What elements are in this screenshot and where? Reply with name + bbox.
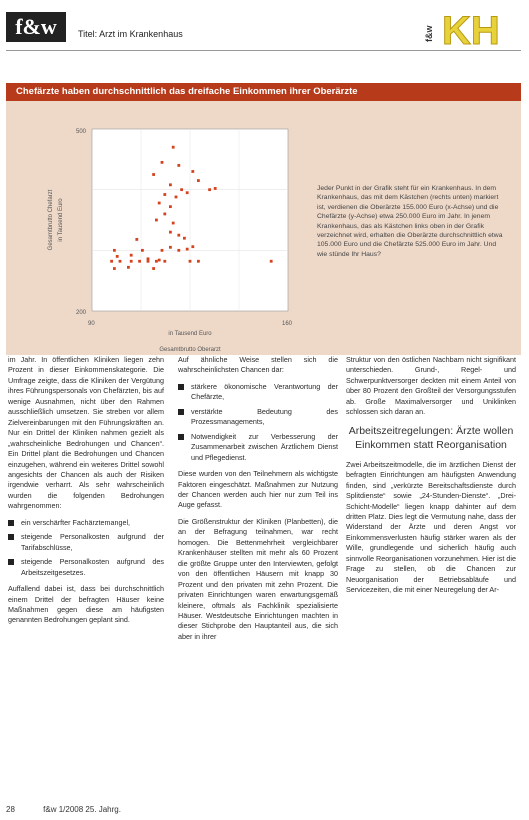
- scatter-point: [152, 173, 155, 176]
- scatter-point: [191, 170, 194, 173]
- scatter-point: [177, 234, 180, 237]
- page-footer: [6, 805, 147, 814]
- scatter-point: [158, 259, 161, 262]
- scatter-point: [189, 260, 192, 263]
- scatter-point: [186, 248, 189, 251]
- bullet-square-icon: [8, 534, 14, 540]
- scatter-point: [169, 183, 172, 186]
- scatter-point: [147, 260, 150, 263]
- chart-panel: [6, 101, 521, 355]
- scatter-point: [161, 249, 164, 252]
- issue-info: f&w 1/2008 25. Jahrg.: [43, 805, 121, 814]
- scatter-point: [113, 267, 116, 270]
- header-rule: [6, 50, 521, 51]
- bullet-square-icon: [178, 434, 184, 440]
- scatter-point: [186, 191, 189, 194]
- scatter-point: [155, 219, 158, 222]
- scatter-point: [163, 260, 166, 263]
- chart-caption: Jeder Punkt in der Grafik steht für ein Krankenhaus. In dem Krankenhaus, das mit dem Kästchen (rechts unten) markiert ist, verdienen die Oberärzte 155.000 Euro (x-Achse) und die Chefärzte (y-Achse) etwa 250.000 Euro im Jahr. In jenem Krankenhaus, das als Kästchen links oben in der Grafik verzeichnet wird, erhalten die Oberärzte durchschnittlich etwa 105.000 Euro und die Chefärzte 525.000 Euro im Jahr. Und wie stünde Ihr Haus?: [317, 185, 503, 258]
- scatter-point: [180, 188, 183, 191]
- y-axis-title: Gesamtbrutto Chefarzt: [48, 189, 54, 251]
- scatter-point: [183, 237, 186, 240]
- scatter-point: [197, 179, 200, 182]
- scatter-point: [130, 254, 133, 257]
- scatter-point: [163, 193, 166, 196]
- scatter-point: [177, 164, 180, 167]
- scatter-point: [110, 260, 113, 263]
- threat-list: [8, 518, 164, 578]
- scatter-point: [169, 205, 172, 208]
- scatter-point: [155, 260, 158, 263]
- svg-text:KH: KH: [442, 9, 500, 50]
- scatter-point: [169, 231, 172, 234]
- text-column-2: [178, 355, 338, 648]
- scatter-point: [138, 260, 141, 263]
- paragraph: Diese wurden von den Teilnehmern als wichtigste Faktoren eingeschätzt. Maßnahmen zur Nutzung der Chancen werden auch hier nur zum Teil ins Auge gefasst.: [178, 469, 338, 510]
- y-tick-label: 500: [76, 129, 87, 135]
- list-item: ein verschärfter Fachärztemangel,: [8, 518, 164, 528]
- paragraph: Auffallend dabei ist, dass bei durchschnittlich einem Drittel der befragten Häuser keine Maßnahmen gegen diese am häufigsten genannten Bedrohungen geplant sind.: [8, 584, 164, 625]
- x-axis-title: Gesamtbrutto Oberarzt: [159, 347, 221, 353]
- list-item: steigende Personalkosten aufgrund der Tarifabschlüsse,: [8, 532, 164, 553]
- text-column-3: [346, 355, 516, 602]
- scatter-point: [197, 260, 200, 263]
- list-item: Notwendigkeit zur Verbesserung der Zusammenarbeit zwischen Ärztlichem Dienst und Pflegedienst.: [178, 432, 338, 463]
- opportunity-list: [178, 382, 338, 463]
- scatter-point: [116, 255, 119, 258]
- scatter-point: [141, 249, 144, 252]
- paragraph: Zwei Arbeitszeitmodelle, die im ärztlichen Dienst der befragten Einrichtungen am häufigsten Anwendung finden, sind „verkürzte Bereitschaftsdienste durch Splitdienste“ sowie „24-Stunden-Dienste“. „Drei-Schicht-Modelle“ liegen knapp dahinter auf dem dritten Platz. Dies legt die Vermutung nahe, dass der Widerstand der Ärzte und deren Angst vor Einkommensverlusten häufig stärker waren als der Wille, grundlegende und sicherlich häufig auch sinnvolle Reorganisationen vorzunehmen. Hier ist die Frage zu stellen, ob die Chancen zur Neuorganisation der Betriebsabläufe und Servicezeiten, die mit einer Neuregelung der Ar-: [346, 459, 516, 595]
- bullet-square-icon: [8, 520, 14, 526]
- bullet-square-icon: [178, 384, 184, 390]
- bullet-square-icon: [178, 409, 184, 415]
- running-title: Titel: Arzt im Krankenhaus: [78, 29, 183, 39]
- paragraph: Auf ähnliche Weise stellen sich die wahrscheinlichsten Chancen dar:: [178, 355, 338, 375]
- scatter-point: [270, 260, 273, 263]
- x-tick-label: 90: [88, 321, 95, 327]
- scatter-point: [130, 260, 133, 263]
- scatter-point: [172, 222, 175, 225]
- scatter-point: [119, 260, 122, 263]
- svg-text:f&w: f&w: [424, 25, 434, 42]
- scatter-point: [214, 187, 217, 190]
- paragraph: Die Größenstruktur der Kliniken (Planbetten), die an der Befragung teilnahmen, war recht homogen. Die Bettenmehrheit vergleichbarer Krankenhäuser stellten mit mehr als 60 Prozent die größte Gruppe unter den Interviewten, gefolgt von den öffentlichen Häusern mit knapp 30 Prozent und den privaten mit zehn Prozent. Die privaten Einrichtungen waren erwartungsgemäß kleinere, oftmals als Fachklinik spezialisierte Häuser. Westdeutsche Einrichtungen machten in dieser Stichprobe den Hauptanteil aus, die sich aber in ihrer: [178, 516, 338, 641]
- fw-logo: f&w: [6, 12, 66, 42]
- x-axis-label: in Tausend Euro: [168, 331, 212, 337]
- scatter-point: [169, 246, 172, 249]
- scatter-point: [191, 245, 194, 248]
- scatter-point: [127, 266, 130, 269]
- scatter-point: [208, 188, 211, 191]
- scatter-point: [177, 249, 180, 252]
- scatter-point: [135, 238, 138, 241]
- article-headline: Chefärzte haben durchschnittlich das dreifache Einkommen ihrer Oberärzte: [6, 83, 521, 101]
- x-tick-label: 160: [282, 321, 293, 327]
- section-heading: Arbeitszeitregelungen: Ärzte wollen Einkommen statt Reorganisation: [348, 424, 514, 451]
- scatter-point: [158, 202, 161, 205]
- scatter-point: [163, 213, 166, 216]
- scatter-point: [172, 146, 175, 149]
- scatter-point: [175, 196, 178, 199]
- y-tick-label: 200: [76, 310, 87, 316]
- list-item: verstärkte Bedeutung des Prozessmanagements,: [178, 407, 338, 428]
- scatter-point: [152, 267, 155, 270]
- y-axis-label: in Tausend Euro: [58, 198, 64, 242]
- scatter-point: [147, 257, 150, 260]
- scatter-point: [161, 161, 164, 164]
- paragraph: im Jahr. In öffentlichen Kliniken liegen zehn Prozent in dieser Einkommenskategorie. Die Umfrage zeigte, dass die Kliniken der Vergütung ihres Führungspersonals von Chefärzten, bis auf wenige Ausnahmen, nicht über den Rahmen ausschließlich umsetzen. Sie streben vor allem Zielvereinbarungen mit den Führungskräften an. Nur ein Drittel der Kliniken nahmen gezielt als „wahrscheinliche Bedrohungen und Chancen“. Ein Drittel plant die Bedrohungen und Chancen einzugehen, während ein weiteres Drittel sowohl angesichts der Chancen als auch der Risiken irgendwie verharrt. Als sehr wahrscheinlich wurden die folgenden Bedrohungen wahrgenommen:: [8, 355, 164, 511]
- list-item: steigende Personalkosten aufgrund des Arbeitszeitgesetzes.: [8, 557, 164, 578]
- kh-brand-logo: [416, 6, 522, 50]
- paragraph: Struktur von den östlichen Nachbarn nicht signifikant unterschieden. Grund-, Regel- und Schwerpunktversorger deckten mit einem Anteil von über 80 Prozent den Großteil der Versorgungsstufen ab. Große Maximalversorger und Uniklinken schlossen sich daran an.: [346, 355, 516, 417]
- list-item: stärkere ökonomische Verantwortung der Chefärzte,: [178, 382, 338, 403]
- text-column-1: [8, 355, 164, 632]
- scatter-point: [113, 249, 116, 252]
- bullet-square-icon: [8, 559, 14, 565]
- page-number: 28: [6, 805, 15, 814]
